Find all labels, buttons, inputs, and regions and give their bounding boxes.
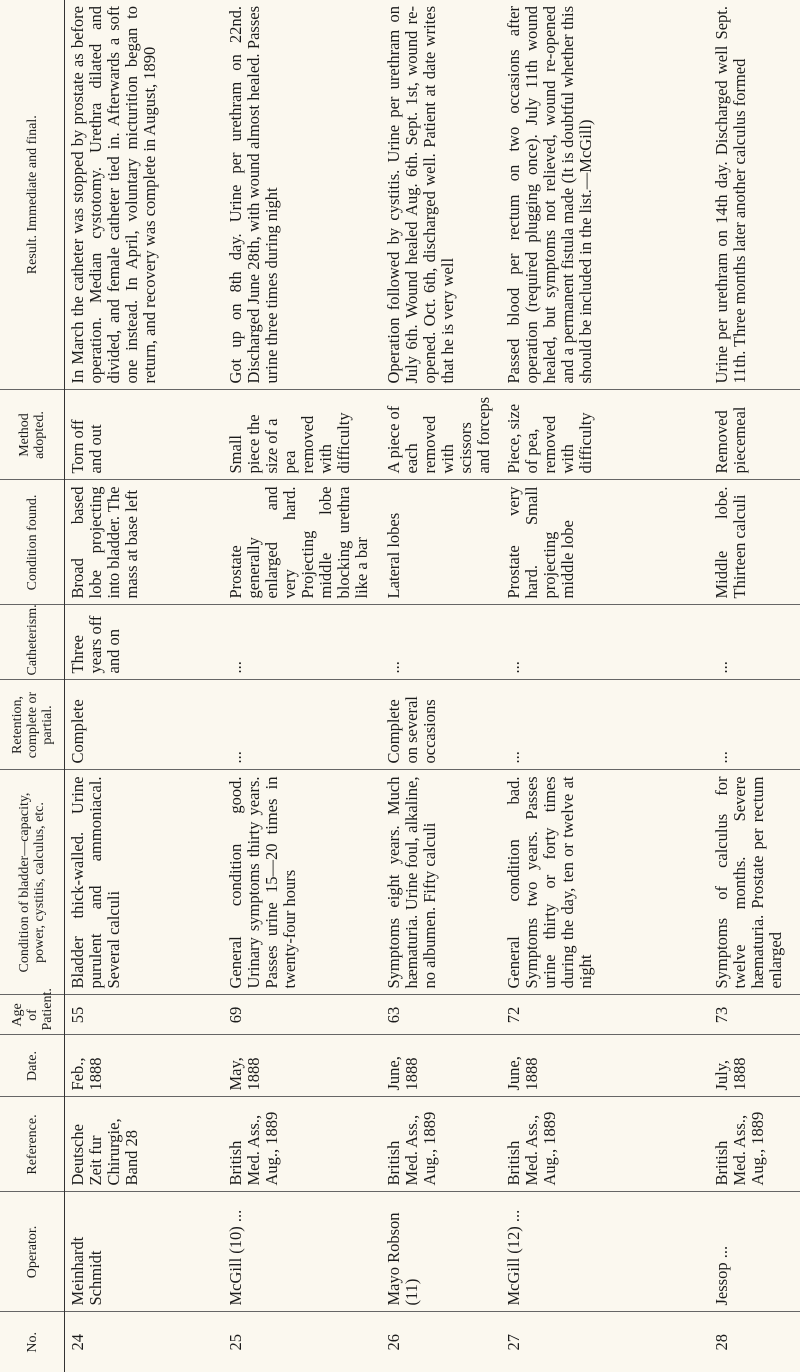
cell-condition: Symptoms of calculus for twelve months. Severe hæmaturia. Prostate per rectum enlarged bbox=[709, 770, 800, 995]
cell-operator: Jessop ... bbox=[709, 1192, 800, 1312]
cell-age: 69 bbox=[223, 995, 381, 1035]
cell-age: 73 bbox=[709, 995, 800, 1035]
cell-result: Urine per urethram on 14th day. Discharged well Sept. 11th. Three months later another calculus formed bbox=[712, 6, 749, 384]
cell-no: 24 bbox=[65, 1312, 224, 1372]
cell-result: In March the catheter was stopped by prostate as before operation. Median cystotomy. Urethra dilated and divided, and female catheter tied in. Afterwards a soft one instead. In April, voluntary micturition began to return, and recovery was complete in August, 1890 bbox=[68, 6, 159, 384]
cell-date: June, 1888 bbox=[501, 1035, 709, 1097]
cell-operator: McGill (12) ... bbox=[501, 1192, 709, 1312]
cell-reference: Deutsche Zeit fur Chirurgie, Band 28 bbox=[65, 1097, 224, 1192]
header-method: Method adopted. bbox=[0, 390, 65, 480]
cell-retention: ... bbox=[709, 680, 800, 770]
header-row bbox=[0, 0, 65, 1372]
header-condition-found: Condition found. bbox=[0, 480, 65, 605]
cell-retention: ... bbox=[501, 680, 709, 770]
cell-catheterism: ... bbox=[381, 605, 501, 680]
cell-retention: ... bbox=[223, 680, 381, 770]
cell-condition: General condition good. Urinary symptoms thirty years. Passes urine 15—20 times in twenty-four hours bbox=[223, 770, 381, 995]
cell-reference: British Med. Ass., Aug., 1889 bbox=[223, 1097, 381, 1192]
table-row bbox=[709, 0, 800, 1372]
cell-reference: British Med. Ass., Aug., 1889 bbox=[381, 1097, 501, 1192]
cell-method: Removed piecemeal bbox=[709, 390, 800, 480]
header-result: Result. Immediate and final. bbox=[0, 0, 65, 390]
header-reference: Reference. bbox=[0, 1097, 65, 1192]
cell-catheterism: ... bbox=[709, 605, 800, 680]
cell-date: May, 1888 bbox=[223, 1035, 381, 1097]
cell-condition: Bladder thick-walled. Urine purulent and ammoniacal. Several calculi bbox=[65, 770, 224, 995]
cell-catheterism: ... bbox=[223, 605, 381, 680]
cell-result: Got up on 8th day. Urine per urethram on 22nd. Discharged June 28th, with wound almost healed. Passes urine three times during night bbox=[226, 6, 281, 384]
cell-catheterism: ... bbox=[501, 605, 709, 680]
header-no: No. bbox=[0, 1312, 65, 1372]
cell-date: Feb., 1888 bbox=[65, 1035, 224, 1097]
table-row bbox=[65, 0, 224, 1372]
table-row bbox=[381, 0, 501, 1372]
header-catheterism: Catheterism. bbox=[0, 605, 65, 680]
cell-method: Torn off and out bbox=[65, 390, 224, 480]
cell-condition-found: Middle lobe. Thirteen calculi bbox=[709, 480, 800, 605]
header-date: Date. bbox=[0, 1035, 65, 1097]
table-row bbox=[223, 0, 381, 1372]
cell-condition: Symptoms eight years. Much hæmaturia. Urine foul, alkaline, no albumen. Fifty calculi bbox=[381, 770, 501, 995]
cell-retention: Complete on several occasions bbox=[381, 680, 501, 770]
cell-method: Small piece the size of a pea removed with difficulty bbox=[223, 390, 381, 480]
cell-no: 25 bbox=[223, 1312, 381, 1372]
cell-method: Piece, size of pea, removed with difficulty bbox=[501, 390, 709, 480]
cell-condition-found: Lateral lobes bbox=[381, 480, 501, 605]
cell-no: 27 bbox=[501, 1312, 709, 1372]
cell-condition: General condition bad. Symptoms two years. Passes urine thirty or forty times during the day, ten or twelve at night bbox=[501, 770, 709, 995]
header-age: Age of Patient. bbox=[0, 995, 65, 1035]
cell-no: 26 bbox=[381, 1312, 501, 1372]
cell-result: Passed blood per rectum on two occasions after operation (required plugging once). July 11th wound healed, but symptoms not relieved, wound re-opened and a permanent fistula made (It is doubtful whether this should be included in the list.—McGill) bbox=[504, 6, 595, 384]
cell-age: 72 bbox=[501, 995, 709, 1035]
cell-retention: Complete bbox=[65, 680, 224, 770]
cell-condition-found: Prostate generally enlarged and very hard. Projecting middle lobe blocking urethra like a bar bbox=[223, 480, 381, 605]
cell-condition-found: Prostate very hard. Small projecting middle lobe bbox=[501, 480, 709, 605]
cell-method: A piece of each removed with scissors and forceps bbox=[381, 390, 501, 480]
cell-date: June, 1888 bbox=[381, 1035, 501, 1097]
cell-reference: British Med. Ass., Aug., 1889 bbox=[501, 1097, 709, 1192]
cell-operator: Mayo Robson (11) bbox=[381, 1192, 501, 1312]
header-operator: Operator. bbox=[0, 1192, 65, 1312]
cell-operator: Meinhardt Schmidt bbox=[65, 1192, 224, 1312]
cell-age: 63 bbox=[381, 995, 501, 1035]
cell-date: July, 1888 bbox=[709, 1035, 800, 1097]
cell-result: Operation followed by cystitis. Urine per urethram on July 6th. Wound healed Aug. 6th. Sept. 1st, wound re-opened. Oct. 6th, discharged well. Patient at date writes that he is very well bbox=[384, 6, 457, 384]
cell-catheterism: Three years off and on bbox=[65, 605, 224, 680]
header-retention: Retention, complete or partial. bbox=[0, 680, 65, 770]
cell-reference: British Med. Ass., Aug., 1889 bbox=[709, 1097, 800, 1192]
cell-age: 55 bbox=[65, 995, 224, 1035]
cell-no: 28 bbox=[709, 1312, 800, 1372]
header-condition: Condition of bladder—capacity, power, cystitis, calculus, etc. bbox=[0, 770, 65, 995]
table-row bbox=[501, 0, 709, 1372]
cell-condition-found: Broad based lobe projecting into bladder. The mass at base left bbox=[65, 480, 224, 605]
cell-operator: McGill (10) ... bbox=[223, 1192, 381, 1312]
